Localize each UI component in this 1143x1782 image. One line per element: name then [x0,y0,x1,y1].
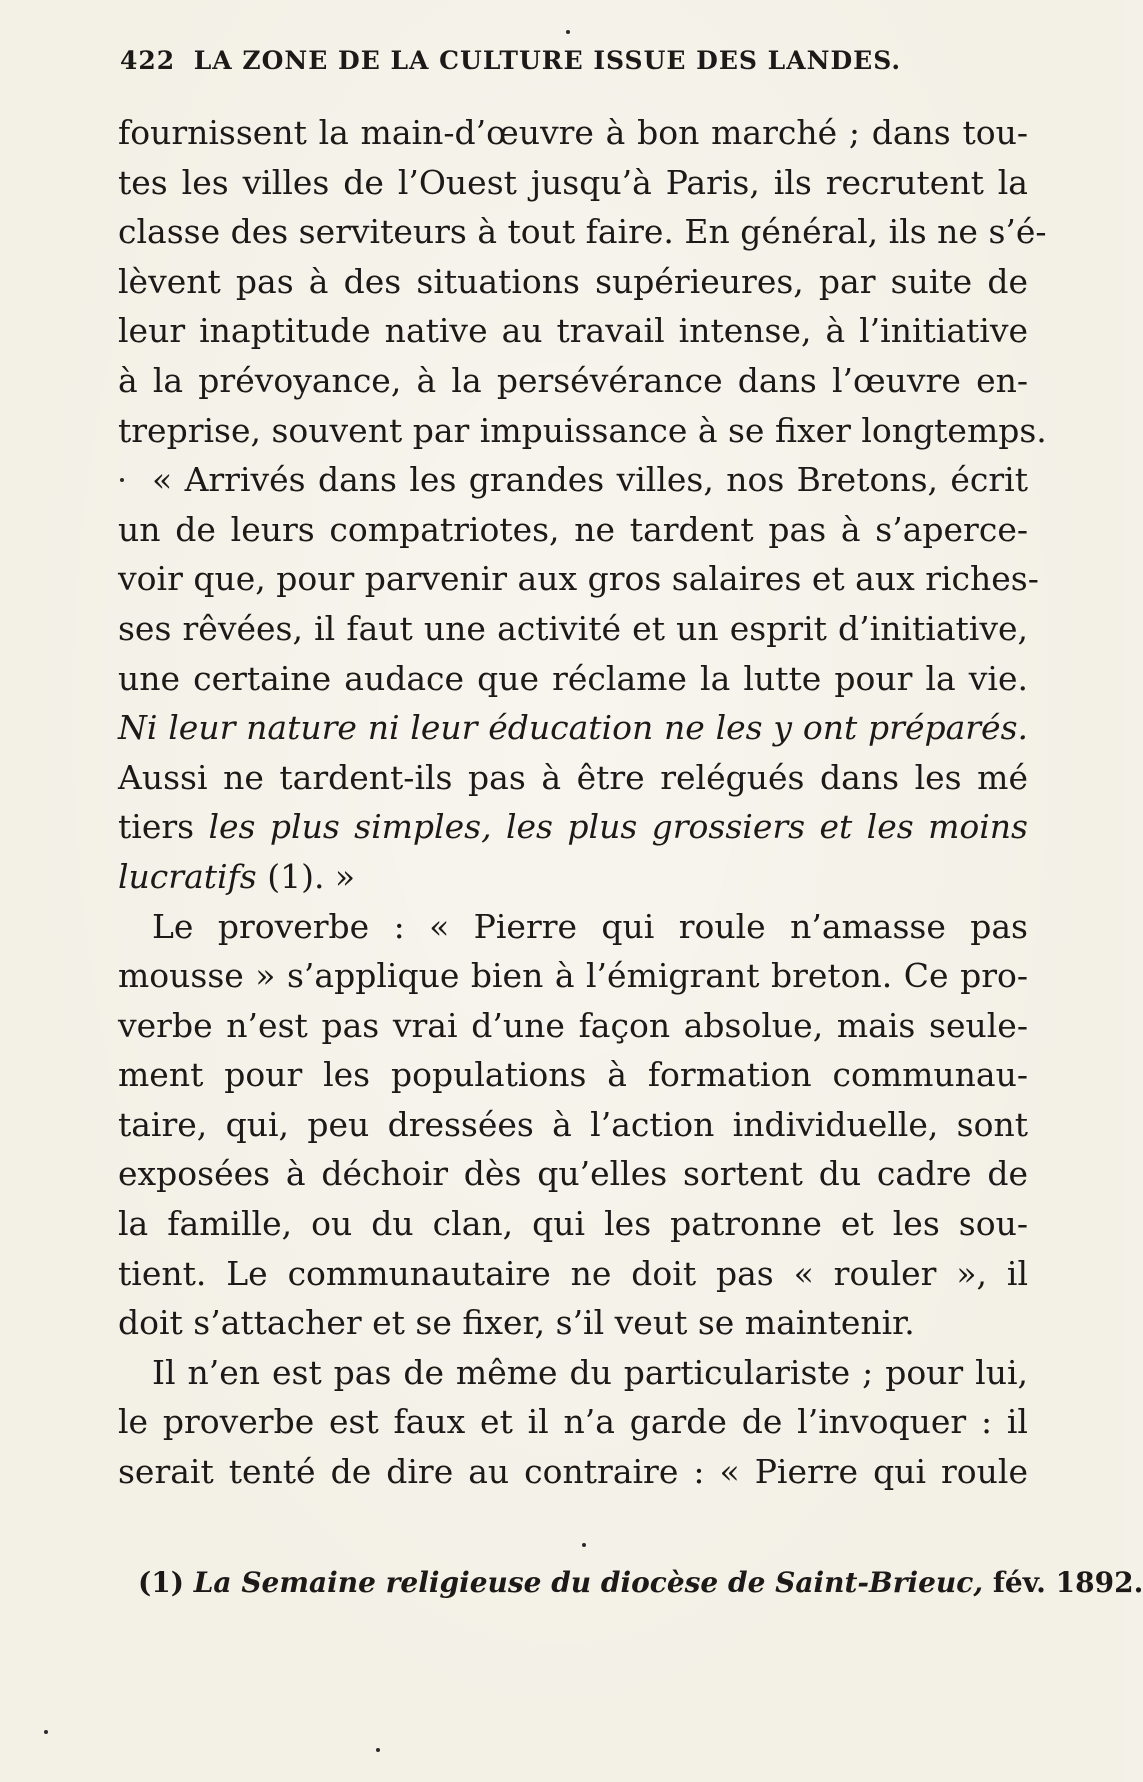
running-header [120,46,960,75]
footnote-source: La Semaine religieuse du diocèse de Saint-Brieuc, [193,1566,984,1599]
print-speck [376,1748,380,1752]
text-line: taire, qui, peu dressées à l’action individuelle, sont [118,1104,1028,1144]
text-line: tes les villes de l’Ouest jusqu’à Paris, ils recrutent la [118,162,1028,202]
text-line: lèvent pas à des situations supérieures, par suite de [118,261,1028,301]
text-line: voir que, pour parvenir aux gros salaires et aux riches- [118,559,1039,599]
text-line: la famille, ou du clan, qui les patronne et les sou- [118,1204,1028,1244]
text-line: Il n’en est pas de même du particulariste ; pour lui, [152,1352,1028,1392]
print-speck [44,1730,48,1734]
text-line: verbe n’est pas vrai d’une façon absolue, mais seule- [118,1005,1028,1045]
footnote [138,1566,1143,1599]
page-number: 422 [120,46,176,75]
text-line: « Arrivés dans les grandes villes, nos Bretons, écrit [152,460,1028,500]
running-title: LA ZONE DE LA CULTURE ISSUE DES LANDES. [193,46,902,75]
text-line: ses rêvées, il faut une activité et un esprit d’initiative, [118,608,1028,648]
text-line: leur inaptitude native au travail intense, à l’initiative [118,311,1028,351]
text-line: tient. Le communautaire ne doit pas « rouler », il [118,1253,1028,1293]
text-segment: tiers [118,807,195,847]
text-line: ment pour les populations à formation communau- [118,1055,1028,1095]
text-line: serait tenté de dire au contraire : « Pierre qui roule [118,1452,1028,1492]
text-line: Le proverbe : « Pierre qui roule n’amasse pas [152,906,1028,946]
text-line: mousse » s’applique bien à l’émigrant breton. Ce pro- [118,956,1028,996]
text-line-mixed [118,852,1028,902]
print-speck [120,478,124,482]
text-line: treprise, souvent par impuissance à se fixer longtemps. [118,410,1047,450]
text-line: un de leurs compatriotes, ne tardent pas à s’aperce- [118,509,1028,549]
print-speck [582,1543,586,1547]
text-line: fournissent la main-d’œuvre à bon marché ; dans tou- [118,113,1028,152]
text-line: classe des serviteurs à tout faire. En général, ils ne s’é- [118,212,1047,252]
text-line: Aussi ne tardent-ils pas à être relégués dans les mé [118,757,1028,797]
text-line-mixed [118,802,1028,852]
body-text [118,108,1047,1497]
text-line: à la prévoyance, à la persévérance dans l’œuvre en- [118,360,1028,400]
text-line: doit s’attacher et se fixer, s’il veut se maintenir. [118,1303,915,1343]
text-line: le proverbe est faux et il n’a garde de l’invoquer : il [118,1402,1028,1442]
footnote-reference: (1). » [267,856,356,896]
text-line: exposées à déchoir dès qu’elles sortent du cadre de [118,1154,1028,1194]
footnote-date: fév. 1892. [992,1566,1143,1599]
text-segment-italic: les plus simples, les plus grossiers et les moins [208,807,1028,847]
footnote-marker: (1) [138,1566,184,1599]
text-line-italic: Ni leur nature ni leur éducation ne les y ont préparés. [118,708,1028,748]
print-speck [566,30,570,34]
text-line: une certaine audace que réclame la lutte pour la vie. [118,658,1028,698]
text-segment-italic: lucratifs [118,856,257,896]
